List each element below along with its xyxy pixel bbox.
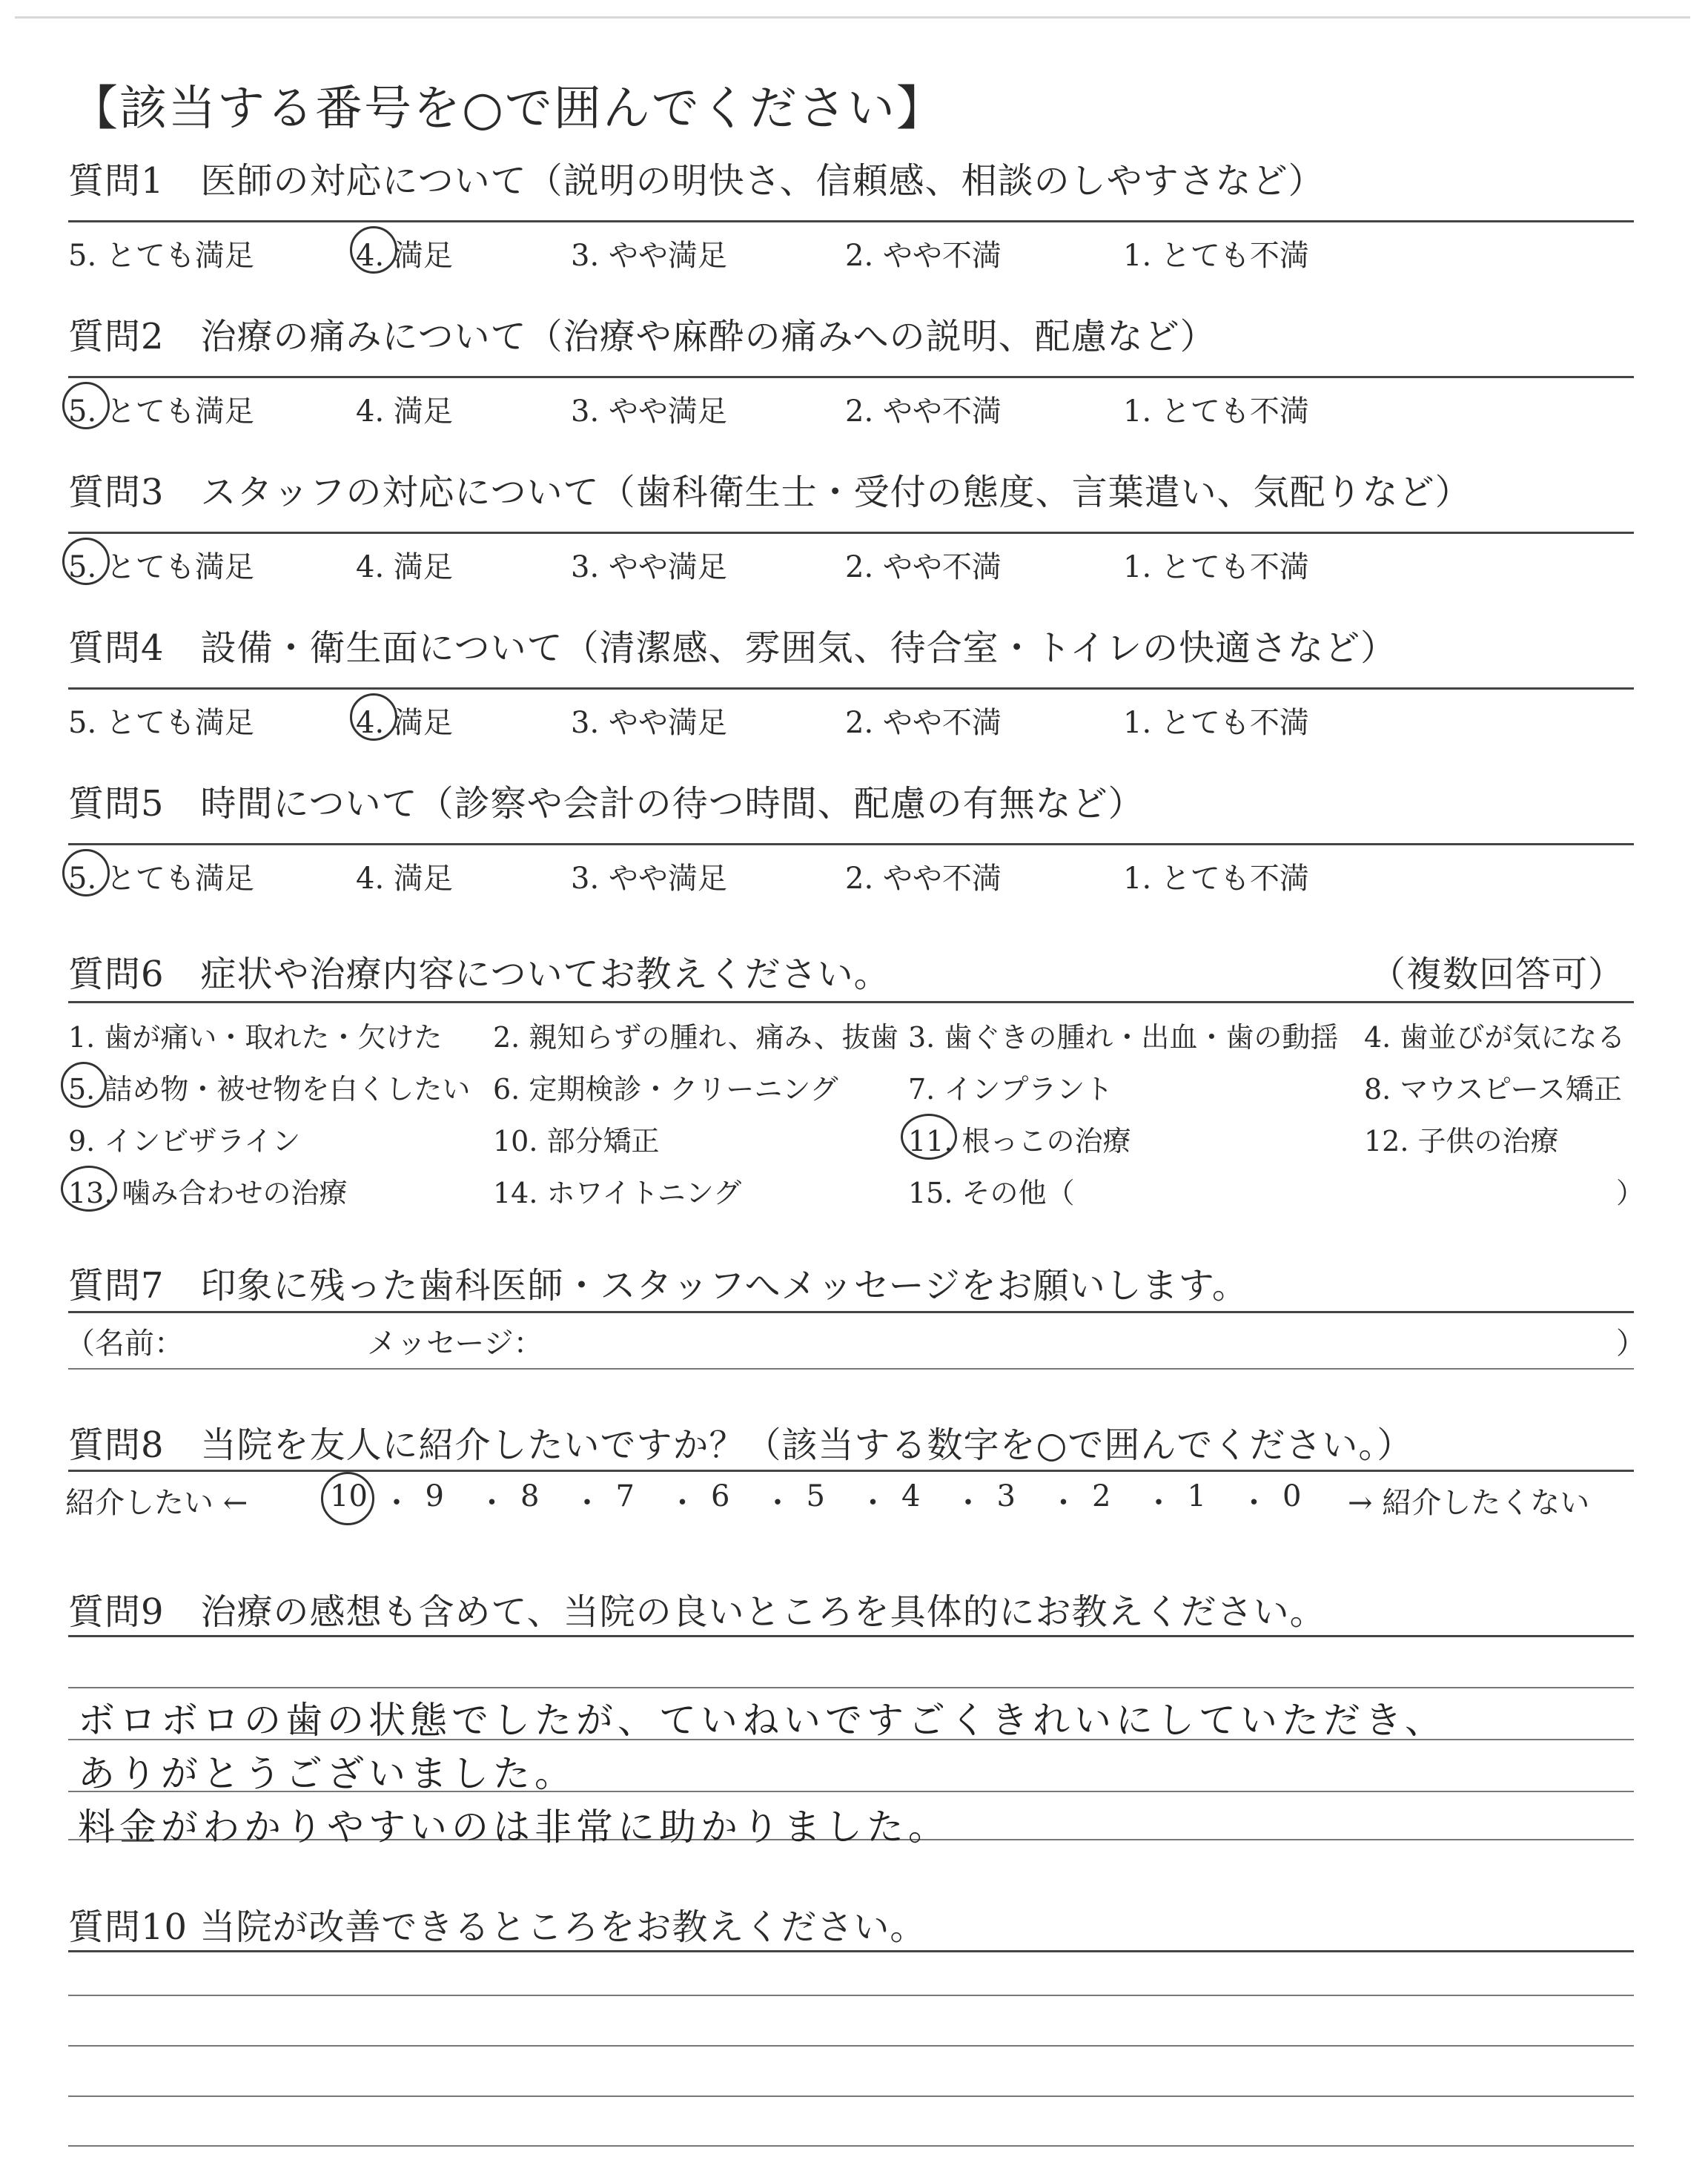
q10-line (68, 2145, 1634, 2147)
q10-line (68, 2095, 1634, 2097)
selection-circle (61, 1062, 107, 1108)
question-rule (68, 376, 1634, 378)
rating-option: 2. やや不満 (845, 550, 1002, 584)
rating-option: 5. とても満足 (68, 862, 254, 896)
q6-option: 7. インプラント (908, 1073, 1113, 1106)
scale-number: 10 (330, 1479, 368, 1513)
selection-circle (350, 693, 397, 741)
scale-number: 0 (1282, 1479, 1302, 1513)
q6-title: 質問6 症状や治療内容についてお教えください。 (68, 954, 890, 995)
q8-right-label: → 紹介したくない (1348, 1486, 1590, 1520)
q7-rule (68, 1311, 1634, 1313)
scale-number: 3 (996, 1479, 1016, 1513)
q9-handwritten-line: ボロボロの歯の状態でしたが、ていねいですごくきれいにしていただき、 (78, 1699, 1446, 1742)
question-title: 質問2 治療の痛みについて（治療や麻酔の痛みへの説明、配慮など） (68, 316, 1217, 357)
q6-option: 13. 噛み合わせの治療 (68, 1177, 348, 1209)
q7-name-label: （名前： (65, 1327, 184, 1361)
q8-left-label: 紹介したい ← (65, 1486, 248, 1520)
scale-number: 9 (425, 1479, 444, 1513)
rating-option: 3. やや満足 (571, 394, 727, 429)
question-title: 質問1 医師の対応について（説明の明快さ、信頼感、相談のしやすさなど） (68, 160, 1325, 202)
scale-number: 6 (711, 1479, 730, 1513)
scale-number: 8 (520, 1479, 540, 1513)
scale-dot: ・ (1144, 1486, 1174, 1520)
rating-option: 3. やや満足 (571, 550, 727, 584)
rating-option: 4. 満足 (356, 239, 453, 273)
q9-line-1 (68, 1687, 1634, 1688)
q7-answer-rule (68, 1368, 1634, 1370)
scale-dot: ・ (477, 1486, 507, 1520)
q6-rule (68, 1001, 1634, 1003)
q9-handwritten-line: 料金がわかりやすいのは非常に助かりました。 (78, 1806, 950, 1849)
scale-number: 1 (1187, 1479, 1206, 1513)
selection-circle (321, 1472, 374, 1525)
rating-option: 5. とても満足 (68, 706, 254, 740)
rating-option: 4. 満足 (356, 394, 453, 429)
scale-dot: ・ (858, 1486, 888, 1520)
q6-option: 9. インビザライン (68, 1125, 301, 1157)
rating-option: 5. とても満足 (68, 394, 254, 429)
scale-number: 5 (806, 1479, 825, 1513)
q6-note: （複数回答可） (1370, 954, 1625, 995)
rating-option: 4. 満足 (356, 862, 453, 896)
rating-option: 5. とても満足 (68, 239, 254, 273)
rating-option: 5. とても満足 (68, 550, 254, 584)
q7-close: ） (1616, 1327, 1646, 1361)
q6-option: 6. 定期検診・クリーニング (493, 1073, 838, 1106)
q6-option: 8. マウスピース矯正 (1364, 1073, 1622, 1106)
page-title: 【該当する番号を○で囲んでください】 (70, 82, 945, 136)
q8-title: 質問8 当院を友人に紹介したいですか？（該当する数字を○で囲んでください。） (68, 1424, 1414, 1466)
rating-option: 2. やや不満 (845, 862, 1002, 896)
q6-option: 3. 歯ぐきの腫れ・出血・歯の動揺 (908, 1021, 1339, 1054)
rating-option: 1. とても不満 (1123, 239, 1309, 273)
question-rule (68, 220, 1634, 222)
rating-option: 1. とても不満 (1123, 706, 1309, 740)
q7-title: 質問7 印象に残った歯科医師・スタッフへメッセージをお願いします。 (68, 1265, 1248, 1307)
rating-option: 2. やや不満 (845, 706, 1002, 740)
scale-dot: ・ (382, 1486, 411, 1520)
question-title: 質問3 スタッフの対応について（歯科衛生士・受付の態度、言葉遣い、気配りなど） (68, 472, 1472, 513)
rating-option: 2. やや不満 (845, 394, 1002, 429)
scale-dot: ・ (667, 1486, 698, 1520)
scale-number: 2 (1092, 1479, 1111, 1513)
q6-option: ） (1616, 1177, 1645, 1209)
rating-option: 1. とても不満 (1123, 862, 1309, 896)
rating-option: 1. とても不満 (1123, 394, 1309, 429)
rating-option: 4. 満足 (356, 706, 453, 740)
rating-option: 3. やや満足 (571, 239, 727, 273)
q6-option: 14. ホワイトニング (493, 1177, 742, 1209)
q10-rule (68, 1950, 1634, 1952)
rating-option: 1. とても不満 (1123, 550, 1309, 584)
q6-option: 11. 根っこの治療 (908, 1125, 1131, 1157)
question-title: 質問5 時間について（診察や会計の待つ時間、配慮の有無など） (68, 783, 1145, 825)
rating-option: 4. 満足 (356, 550, 453, 584)
q6-option: 10. 部分矯正 (493, 1125, 660, 1157)
rating-option: 2. やや不満 (845, 239, 1002, 273)
q6-option: 1. 歯が痛い・取れた・欠けた (68, 1021, 443, 1054)
q10-line (68, 2045, 1634, 2047)
selection-circle (62, 382, 110, 429)
top-border (15, 16, 1690, 19)
selection-circle (350, 226, 397, 274)
scale-number: 7 (615, 1479, 635, 1513)
q6-option: 2. 親知らずの腫れ、痛み、抜歯 (493, 1021, 898, 1054)
q10-title: 質問10 当院が改善できるところをお教えください。 (68, 1906, 927, 1948)
scale-number: 4 (901, 1479, 921, 1513)
question-rule (68, 532, 1634, 534)
selection-circle (62, 538, 110, 585)
rating-option: 3. やや満足 (571, 862, 727, 896)
selection-circle (62, 849, 110, 896)
q6-option: 12. 子供の治療 (1364, 1125, 1559, 1157)
scale-dot: ・ (953, 1486, 983, 1520)
q6-option: 4. 歯並びが気になる (1364, 1021, 1626, 1054)
q8-rule (68, 1470, 1634, 1472)
q9-title: 質問9 治療の感想も含めて、当院の良いところを具体的にお教えください。 (68, 1591, 1326, 1633)
scale-dot: ・ (763, 1486, 792, 1520)
q6-option: 5. 詰め物・被せ物を白くしたい (68, 1073, 471, 1106)
q7-message-label: メッセージ： (367, 1327, 543, 1361)
scale-dot: ・ (1239, 1486, 1269, 1520)
q6-option: 15. その他（ (908, 1177, 1075, 1209)
q9-rule (68, 1635, 1634, 1637)
scale-dot: ・ (572, 1486, 602, 1520)
question-title: 質問4 設備・衛生面について（清潔感、雰囲気、待合室・トイレの快適さなど） (68, 627, 1397, 669)
rating-option: 3. やや満足 (571, 706, 727, 740)
q9-handwritten-line: ありがとうございました。 (78, 1752, 576, 1795)
q10-line (68, 1995, 1634, 1996)
scale-dot: ・ (1048, 1486, 1079, 1520)
question-rule (68, 687, 1634, 690)
question-rule (68, 843, 1634, 845)
selection-circle (901, 1114, 957, 1160)
selection-circle (61, 1166, 117, 1212)
